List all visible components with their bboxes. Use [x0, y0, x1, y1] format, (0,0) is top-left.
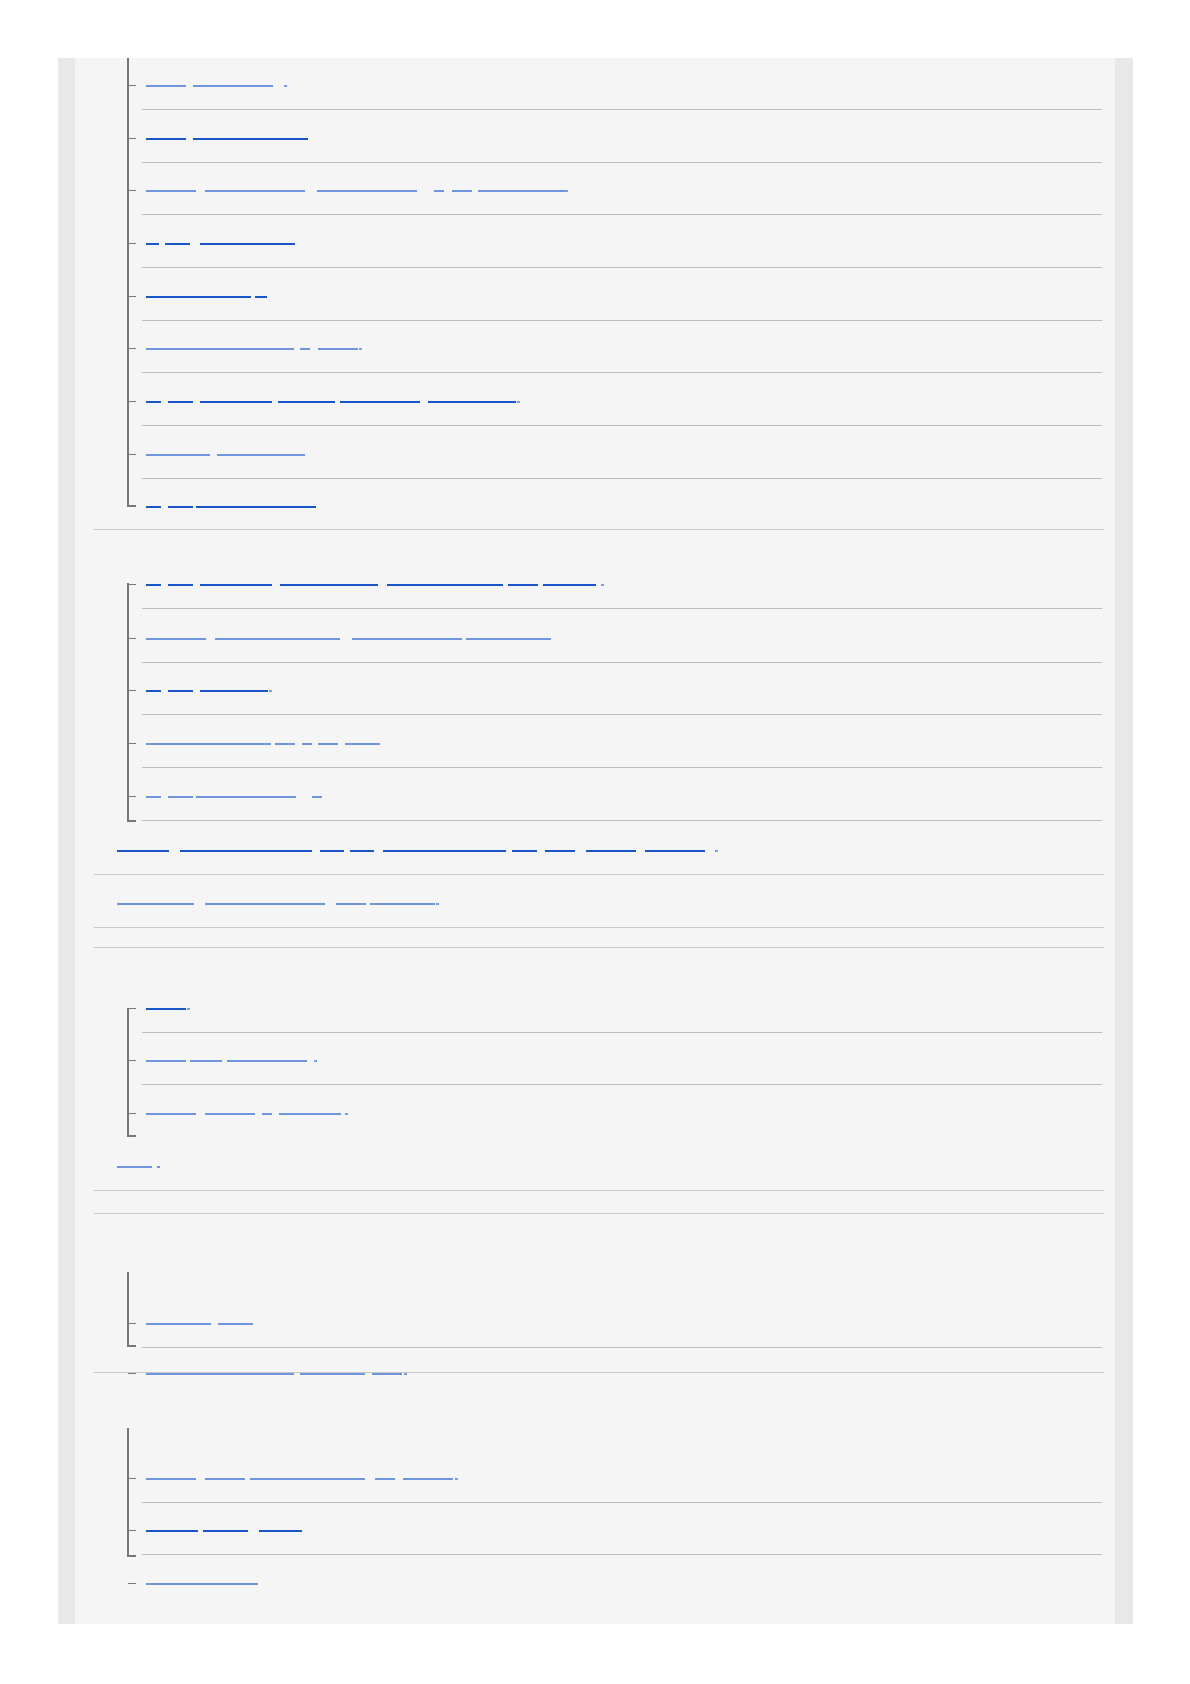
toc-link-row[interactable]	[142, 478, 1102, 530]
link-text-line[interactable]	[645, 850, 705, 852]
toc-section-link-row[interactable]	[94, 875, 1104, 928]
link-text-line[interactable]	[168, 690, 193, 692]
tree-branch-tick	[128, 743, 136, 744]
link-text-line[interactable]	[200, 584, 272, 586]
link-text-line[interactable]	[146, 401, 161, 403]
link-text-line[interactable]	[146, 348, 294, 350]
link-text-line[interactable]	[452, 190, 472, 192]
link-text-line[interactable]	[205, 903, 325, 905]
toc-link-row[interactable]	[142, 57, 1102, 110]
tree-group-line	[127, 58, 129, 505]
link-text-line[interactable]	[345, 743, 380, 745]
link-text-line[interactable]	[352, 638, 462, 640]
tree-branch-tick	[128, 1530, 136, 1531]
toc-link-row[interactable]	[142, 715, 1102, 768]
tree-group-line	[127, 583, 129, 820]
link-text-line[interactable]	[280, 584, 378, 586]
link-text-line[interactable]	[146, 1583, 258, 1585]
link-text-line[interactable]	[146, 1478, 196, 1480]
link-text-line[interactable]	[180, 850, 312, 852]
link-text-line[interactable]	[320, 850, 344, 852]
tree-branch-tick	[128, 584, 136, 585]
tree-end-corner	[127, 1345, 136, 1347]
link-text-line[interactable]	[196, 506, 316, 508]
link-text-line[interactable]	[300, 348, 310, 350]
toc-section-link-row[interactable]	[94, 1138, 1104, 1191]
link-text-line[interactable]	[146, 690, 161, 692]
tree-branch-tick	[128, 401, 136, 402]
link-text-line[interactable]	[275, 743, 295, 745]
toc-link-row[interactable]	[142, 980, 1102, 1033]
tree-branch-tick	[128, 85, 136, 86]
link-text-line[interactable]	[146, 1060, 186, 1062]
link-text-line[interactable]	[157, 1166, 160, 1168]
toc-link-row[interactable]	[142, 1345, 1102, 1397]
toc-link-row[interactable]	[142, 1032, 1102, 1085]
tree-branch-tick	[128, 1323, 136, 1324]
link-text-line[interactable]	[165, 243, 190, 245]
link-text-line[interactable]	[196, 796, 296, 798]
link-text-line[interactable]	[168, 401, 193, 403]
link-text-line[interactable]	[478, 190, 568, 192]
link-text-line[interactable]	[317, 190, 417, 192]
link-text-line[interactable]	[146, 454, 210, 456]
link-trailing-mark	[455, 1478, 458, 1480]
link-text-line[interactable]	[146, 296, 251, 298]
link-text-line[interactable]	[340, 401, 420, 403]
link-text-line[interactable]	[168, 796, 193, 798]
link-text-line[interactable]	[200, 401, 272, 403]
tree-branch-tick	[128, 1373, 136, 1374]
link-text-line[interactable]	[466, 638, 551, 640]
section-divider	[94, 947, 1104, 948]
tree-end-corner	[127, 1135, 136, 1137]
toc-link-row[interactable]	[142, 215, 1102, 268]
link-text-line[interactable]	[383, 850, 506, 852]
link-text-line[interactable]	[146, 190, 196, 192]
link-text-line[interactable]	[312, 796, 322, 798]
toc-link-row[interactable]	[142, 1555, 1102, 1607]
toc-link-row[interactable]	[142, 556, 1102, 609]
toc-link-row[interactable]	[142, 1502, 1102, 1555]
link-text-line[interactable]	[512, 850, 537, 852]
toc-link-row[interactable]	[142, 320, 1102, 373]
tree-end-corner	[127, 820, 136, 822]
link-text-line[interactable]	[259, 1530, 302, 1532]
tree-branch-tick	[128, 1478, 136, 1479]
link-text-line[interactable]	[205, 190, 305, 192]
link-text-line[interactable]	[117, 850, 169, 852]
toc-section-link-row[interactable]	[94, 822, 1104, 875]
toc-link-row[interactable]	[142, 1450, 1102, 1503]
tree-branch-tick	[128, 638, 136, 639]
toc-link-row[interactable]	[142, 662, 1102, 715]
link-text-line[interactable]	[434, 190, 444, 192]
link-text-line[interactable]	[146, 1008, 186, 1010]
link-text-line[interactable]	[543, 584, 596, 586]
link-text-line[interactable]	[217, 454, 305, 456]
link-text-line[interactable]	[350, 850, 374, 852]
link-text-line[interactable]	[215, 638, 340, 640]
link-text-line[interactable]	[117, 903, 194, 905]
link-text-line[interactable]	[146, 638, 206, 640]
toc-link-row[interactable]	[142, 426, 1102, 479]
link-text-line[interactable]	[302, 743, 312, 745]
link-text-line[interactable]	[428, 401, 516, 403]
link-text-line[interactable]	[200, 690, 268, 692]
link-text-line[interactable]	[168, 584, 193, 586]
link-text-line[interactable]	[146, 743, 271, 745]
link-text-line[interactable]	[193, 85, 273, 87]
link-trailing-mark	[517, 401, 520, 403]
link-trailing-mark	[565, 190, 568, 192]
link-text-line[interactable]	[278, 401, 335, 403]
toc-link-row[interactable]	[142, 162, 1102, 215]
tree-end-corner	[127, 505, 136, 507]
toc-link-row[interactable]	[142, 1085, 1102, 1137]
link-text-line[interactable]	[146, 1373, 294, 1375]
link-text-line[interactable]	[318, 348, 358, 350]
link-text-line[interactable]	[218, 1323, 253, 1325]
link-trailing-mark	[314, 1060, 317, 1062]
link-text-line[interactable]	[146, 85, 186, 87]
toc-link-row[interactable]	[142, 110, 1102, 163]
tree-branch-tick	[128, 454, 136, 455]
link-text-line[interactable]	[387, 584, 503, 586]
link-text-line[interactable]	[255, 296, 267, 298]
link-text-line[interactable]	[250, 1478, 365, 1480]
tree-branch-tick	[128, 348, 136, 349]
link-text-line[interactable]	[279, 1113, 341, 1115]
tree-branch-tick	[128, 690, 136, 691]
toc-link-row[interactable]	[142, 1295, 1102, 1348]
link-trailing-mark	[284, 85, 287, 87]
link-trailing-mark	[436, 903, 439, 905]
link-text-line[interactable]	[146, 1113, 196, 1115]
tree-end-corner	[127, 1555, 136, 1557]
link-text-line[interactable]	[262, 1113, 272, 1115]
link-text-line[interactable]	[205, 1478, 245, 1480]
link-text-line[interactable]	[193, 138, 308, 140]
link-text-line[interactable]	[375, 1478, 395, 1480]
tree-branch-tick	[128, 190, 136, 191]
link-trailing-mark	[601, 584, 604, 586]
link-trailing-mark	[269, 690, 272, 692]
link-text-line[interactable]	[508, 584, 538, 586]
link-text-line[interactable]	[117, 1166, 152, 1168]
link-trailing-mark	[345, 1113, 348, 1115]
link-text-line[interactable]	[168, 506, 193, 508]
link-trailing-mark	[359, 348, 362, 350]
tree-branch-tick	[128, 1583, 136, 1584]
link-text-line[interactable]	[403, 1478, 453, 1480]
tree-branch-tick	[128, 1008, 136, 1009]
link-text-line[interactable]	[205, 1113, 255, 1115]
section-divider	[94, 1213, 1104, 1214]
toc-link-row[interactable]	[142, 610, 1102, 663]
tree-branch-tick	[128, 138, 136, 139]
link-text-line[interactable]	[146, 138, 186, 140]
link-text-line[interactable]	[190, 1060, 222, 1062]
link-text-line[interactable]	[545, 850, 575, 852]
tree-branch-tick	[128, 296, 136, 297]
tree-group-line	[127, 1008, 129, 1135]
link-text-line[interactable]	[146, 243, 159, 245]
link-text-line[interactable]	[372, 1373, 402, 1375]
tree-branch-tick	[128, 1113, 136, 1114]
link-text-line[interactable]	[586, 850, 636, 852]
link-text-line[interactable]	[146, 506, 161, 508]
tree-branch-tick	[128, 1060, 136, 1061]
link-text-line[interactable]	[227, 1060, 307, 1062]
link-trailing-mark	[187, 1008, 190, 1010]
link-text-line[interactable]	[370, 903, 435, 905]
link-text-line[interactable]	[146, 584, 161, 586]
tree-group-line	[127, 1272, 129, 1345]
link-text-line[interactable]	[146, 796, 161, 798]
link-text-line[interactable]	[300, 1373, 365, 1375]
link-text-line[interactable]	[146, 1323, 211, 1325]
toc-link-row[interactable]	[142, 768, 1102, 821]
link-trailing-mark	[715, 850, 718, 852]
link-text-line[interactable]	[318, 743, 338, 745]
link-text-line[interactable]	[200, 243, 295, 245]
tree-group-line	[127, 1428, 129, 1555]
toc-link-row[interactable]	[142, 373, 1102, 426]
tree-branch-tick	[128, 243, 136, 244]
toc-link-row[interactable]	[142, 268, 1102, 321]
link-text-line[interactable]	[146, 1530, 198, 1532]
tree-branch-tick	[128, 796, 136, 797]
link-text-line[interactable]	[336, 903, 366, 905]
link-text-line[interactable]	[203, 1530, 248, 1532]
link-trailing-mark	[404, 1373, 407, 1375]
